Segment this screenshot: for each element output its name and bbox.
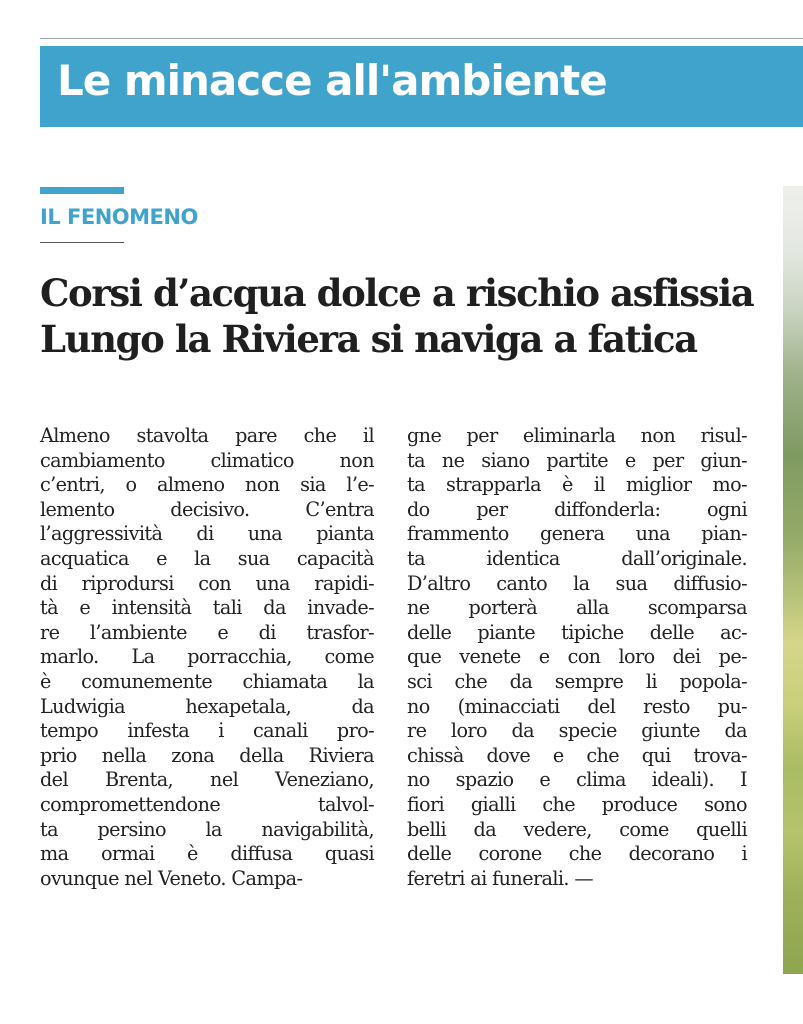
- body-text-line: re l’ambiente e di trasfor-: [40, 620, 374, 644]
- body-text-line: chissà dove e che qui trova-: [407, 743, 747, 767]
- body-text-line: Almeno stavolta pare che il: [40, 424, 374, 447]
- body-text-line: feretri ai funerali. —: [407, 866, 594, 890]
- body-text-line: di riprodursi con una rapidi-: [40, 571, 374, 595]
- body-text-line: fiori gialli che produce sono: [407, 792, 747, 816]
- body-text-line: delle corone che decorano i: [407, 842, 747, 866]
- article-headline: [40, 270, 780, 362]
- body-text-line: delle piante tipiche delle ac-: [407, 620, 747, 644]
- body-text-line: prio nella zona della Riviera: [40, 743, 374, 767]
- top-rule: [40, 38, 803, 39]
- headline-line: Corsi d’acqua dolce a rischio asfissia: [40, 271, 754, 315]
- body-text-line: gne per eliminarla non risul-: [407, 424, 747, 447]
- body-text-line: ovunque nel Veneto. Campa-: [40, 866, 303, 890]
- body-text-line: D’altro canto la sua diffusio-: [407, 571, 747, 595]
- body-text-line: c’entri, o almeno non sia l’e-: [40, 473, 374, 497]
- body-text-line: re loro da specie giunte da: [407, 719, 747, 743]
- body-text-line: belli da vedere, come quelli: [407, 817, 747, 841]
- kicker-divider: [40, 242, 124, 243]
- body-text-line: do per diffonderla: ogni: [407, 497, 747, 521]
- section-title: Le minacce all'ambiente: [57, 56, 607, 105]
- body-text-line: l’aggressività di una pianta: [40, 522, 374, 546]
- body-text-line: cambiamento climatico non: [40, 448, 374, 472]
- body-text-line: no (minacciati del resto pu-: [407, 694, 747, 718]
- body-text-line: Ludwigia hexapetala, da: [40, 694, 374, 718]
- body-text-line: ta identica dall’originale.: [407, 546, 747, 570]
- body-text-line: acquatica e la sua capacità: [40, 546, 374, 570]
- body-text-line: ma ormai è diffusa quasi: [40, 842, 374, 866]
- body-text-line: del Brenta, nel Veneziano,: [40, 768, 374, 792]
- photo-edge-image: [783, 186, 803, 974]
- body-text-line: no spazio e clima ideali). I: [407, 768, 747, 792]
- body-text-line: que venete e con loro dei pe-: [407, 645, 747, 669]
- headline-line: Lungo la Riviera si naviga a fatica: [40, 317, 697, 361]
- body-text-line: ta ne siano partite e per giun-: [407, 448, 747, 472]
- article-kicker: IL FENOMENO: [40, 205, 198, 229]
- body-text-line: sci che da sempre li popola-: [407, 669, 747, 693]
- body-column-left: [40, 424, 374, 891]
- body-text-line: tà e intensità tali da invade-: [40, 596, 374, 620]
- body-text-line: è comunemente chiamata la: [40, 669, 374, 693]
- body-text-line: frammento genera una pian-: [407, 522, 747, 546]
- kicker-accent-bar: [40, 187, 124, 194]
- body-text-line: tempo infesta i canali pro-: [40, 719, 374, 743]
- body-column-right: [407, 424, 747, 891]
- body-text-line: ta strapparla è il miglior mo-: [407, 473, 747, 497]
- body-text-line: ne porterà alla scomparsa: [407, 596, 747, 620]
- body-text-line: ta persino la navigabilità,: [40, 817, 374, 841]
- body-text-line: lemento decisivo. C’entra: [40, 497, 374, 521]
- body-text-line: marlo. La porracchia, come: [40, 645, 374, 669]
- body-text-line: compromettendone talvol-: [40, 792, 374, 816]
